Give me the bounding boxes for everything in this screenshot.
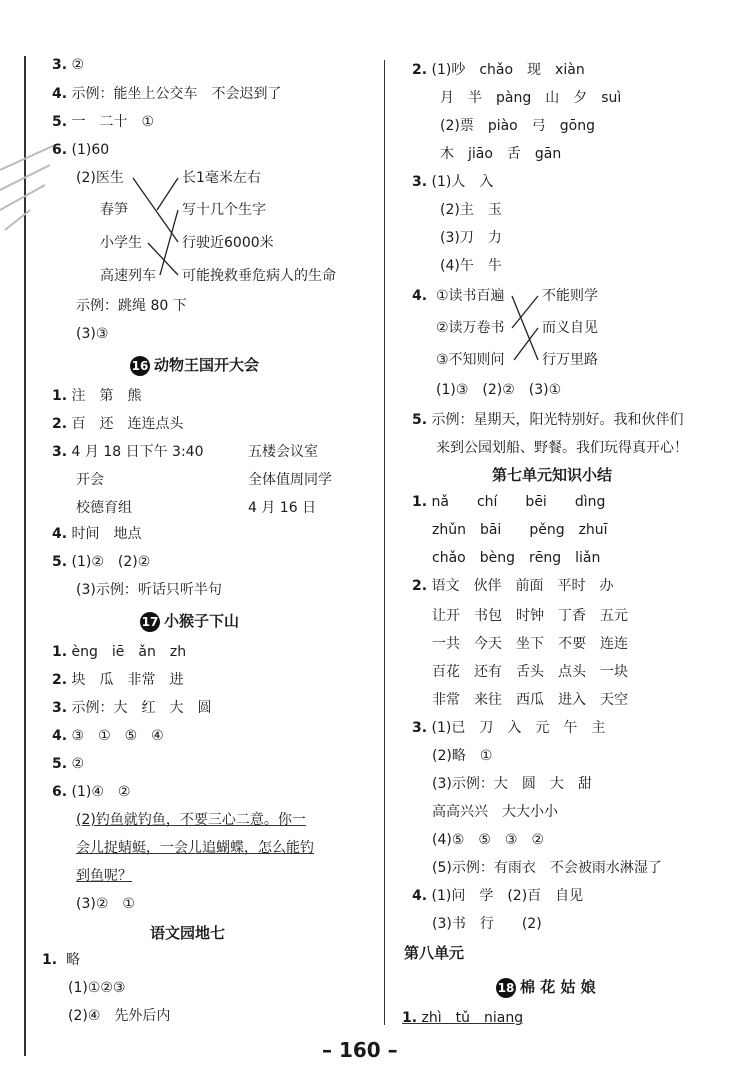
s16-q5-b: (3)示例：听话只听半句 [76,582,222,598]
r-q5-line: 来到公园划船、野餐。我们玩得真开心！ [436,440,688,456]
match-left-item: 高速列车 [100,268,156,284]
r-q5: 5. 示例：星期天，阳光特别好。我和伙伴们 [412,412,684,428]
lesson-number-badge: 16 [130,356,150,376]
word-line: 一共 今天 坐下 不要 连连 [432,636,628,652]
r-sum-q3-line: (4)⑤ ⑤ ③ ② [432,832,545,848]
word-line: 2. 语文 伙伴 前面 平时 办 [412,578,614,594]
word-line: 让开 书包 时钟 丁香 五元 [432,608,628,624]
r-q3: 3. (1)人 入 [412,174,494,190]
s17-q6-answer-line: 到鱼呢？ [76,868,132,884]
r-q4-number: 4. [412,288,428,304]
s16-q1: 1. 注 第 熊 [52,388,142,404]
unit-7-summary-heading: 第七单元知识小结 [492,466,613,484]
left-q5: 5. 一 二十 ① [52,114,155,130]
match-right-item: 长1毫米左右 [182,170,261,186]
r-q3-line: (2)主 玉 [440,202,502,218]
r-sum-q4-line: (3)书 行 (2) [432,916,542,932]
r-match-left: ③不知则问 [436,352,505,368]
left-q6: 6. (1)60 [52,142,110,158]
r-sum-q3-line: (2)略 ① [432,748,493,764]
match-left-item: (2)医生 [76,170,124,186]
s17-q1: 1. èng iē ǎn zh [52,644,187,660]
s16-q5: 5. (1)② (2)② [52,554,151,570]
lesson-16-heading: 16 动物王国开大会 [131,356,260,374]
pinyin-line: chǎo bèng rēng liǎn [432,550,601,566]
r-match-right: 行万里路 [542,352,598,368]
r-q2-line: (2)票 piào 弓 gōng [440,118,595,134]
lesson-number-badge: 18 [496,978,516,998]
s17-q6-c: (3)② ① [76,896,135,912]
left-q4: 4. 示例：能坐上公交车 不会迟到了 [52,86,282,102]
r-q3-line: (3)刀 力 [440,230,502,246]
r-match-right: 不能则学 [542,288,598,304]
r-sum-q3-line: 高高兴兴 大大小小 [432,804,558,820]
s16-q3-event: 开会 [76,472,104,488]
s17-q6-answer-line: (2)钓鱼就钓鱼，不要三心二意。你一 [76,812,306,828]
unit-8-heading: 第八单元 [404,944,465,962]
s18-q1: 1. zhì tǔ niang [402,1010,524,1026]
s16-q3-place: 五楼会议室 [248,444,318,460]
r-sum-q4: 4. (1)问 学 (2)百 自见 [412,888,584,904]
g7-q1: 1. 略 [42,952,80,968]
s16-q3: 3. 4 月 18 日下午 3:40 [52,444,204,460]
s17-q4: 4. ③ ① ⑤ ④ [52,728,164,744]
garden-7-heading: 语文园地七 [150,924,226,942]
r-match-right: 而义自见 [542,320,598,336]
r-match-left: ①读书百遍 [436,288,505,304]
s17-q6-answer-line: 会儿捉蜻蜓，一会儿追蝴蝶，怎么能钓 [76,840,314,856]
pinyin-line: 1. nǎ chí bēi dìng [412,494,606,510]
r-q2-line: 木 jiāo 舌 gān [440,146,562,162]
r-match-left: ②读万卷书 [436,320,505,336]
lesson-18-heading: 18 棉 花 姑 娘 [497,978,596,996]
r-q2: 2. (1)吵 chǎo 现 xiàn [412,62,585,78]
left-q3: 3. ② [52,57,85,73]
s16-q3-people: 全体值周同学 [248,472,332,488]
word-line: 百花 还有 舌头 点头 一块 [432,664,628,680]
r-q2-line: 月 半 pàng 山 夕 suì [440,90,622,106]
s17-q5: 5. ② [52,756,85,772]
r-sum-q3-line: (5)示例：有雨衣 不会被雨水淋湿了 [432,860,662,876]
g7-q1-b: (2)④ 先外后内 [68,1008,171,1024]
s17-q2: 2. 块 瓜 非常 进 [52,672,184,688]
left-example-line: 示例：跳绳 80 下 [76,298,187,314]
r-q4-answers: (1)③ (2)② (3)① [436,382,562,398]
page-number: – 160 – [322,1038,398,1062]
s16-q4: 4. 时间 地点 [52,526,142,542]
r-sum-q3: 3. (1)已 刀 入 元 午 主 [412,720,606,736]
match-right-item: 写十几个生字 [182,202,266,218]
r-q3-line: (4)午 牛 [440,258,502,274]
s17-q6: 6. (1)④ ② [52,784,131,800]
match-right-item: 可能挽救垂危病人的生命 [182,268,336,284]
s16-q3-date: 4 月 16 日 [248,500,317,516]
s16-q3-org: 校德育组 [76,500,132,516]
r-sum-q3-line: (3)示例：大 圆 大 甜 [432,776,592,792]
lesson-17-heading: 17 小猴子下山 [141,612,240,630]
match-right-item: 行驶近6000米 [182,235,274,251]
left-answer-line: (3)③ [76,326,109,342]
s16-q2: 2. 百 还 连连点头 [52,416,184,432]
word-line: 非常 来往 西瓜 进入 天空 [432,692,628,708]
pinyin-line: zhǔn bāi pěng zhuī [432,522,608,538]
g7-q1-a: (1)①②③ [68,980,126,996]
lesson-number-badge: 17 [140,612,160,632]
match-left-item: 小学生 [100,235,142,251]
match-left-item: 春笋 [100,202,128,218]
s17-q3: 3. 示例：大 红 大 圆 [52,700,212,716]
